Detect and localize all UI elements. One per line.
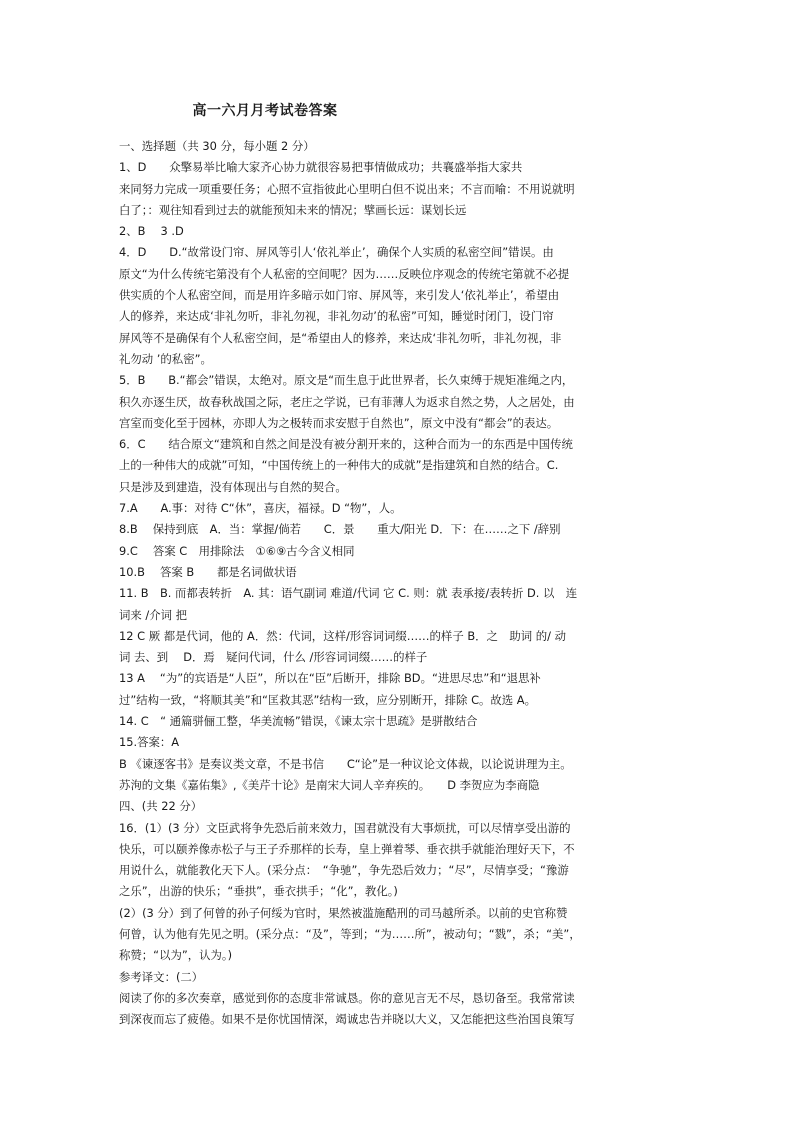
text-line: 6．C 结合原文“建筑和自然之间是没有被分割开来的，这种合而为一的东西是中国传统 <box>119 437 573 452</box>
text-line: 快乐，可以颐养像赤松子与王子乔那样的长寿，皇上弹着琴、垂衣拱手就能治理好天下，不 <box>119 841 575 856</box>
text-line: 到深夜而忘了疲倦。如果不是你忧国情深，竭诚忠告并晓以大义，又怎能把这些治国良策写 <box>119 1012 575 1027</box>
text-line: (2）(3 分）到了何曾的孙子何绥为官时，果然被滥施酷刑的司马越所杀。以前的史官称赞 <box>119 905 568 920</box>
text-line: 宫室而变化至于园林，亦即人为之极转而求安慰于自然也”，原文中没有“都会”的表达。 <box>119 415 559 430</box>
text-line: 11. B B. 而都表转折 A. 其：语气副词 难道/代词 它 C. 则：就 表承接/表转折 D. 以 连 <box>119 586 578 601</box>
text-line: 过”结构一致，“将顺其美”和“匡救其恶”结构一致，应分别断开，排除 C。故选 A。 <box>119 692 536 707</box>
text-line: 4．D D.“故常设门帘、屏风等引人‘依礼举止’，确保个人实质的私密空间”错误。由 <box>119 245 554 260</box>
text-line: 14. C “ 通篇骈俪工整，华美流畅”错误，《谏太宗十思疏》是骈散结合 <box>119 714 478 729</box>
text-line: 参考译文：(二） <box>119 969 204 984</box>
text-line: 15.答案：A <box>119 735 180 750</box>
text-line: 9.C 答案 C 用排除法 ①⑥⑨古今含义相同 <box>119 543 355 558</box>
text-line: 之乐”，出游的快乐；“垂拱”，垂衣拱手；“化”，教化。) <box>119 884 398 899</box>
text-line: 一、选择题（共 30 分，每小题 2 分） <box>119 139 315 153</box>
text-line: 供实质的个人私密空间，而是用许多暗示如门帘、屏风等，来引发人‘依礼举止’，希望由 <box>119 288 560 303</box>
answer-content <box>119 136 679 1030</box>
text-line: 8.B 保持到底 A．当：掌握/倘若 C．景 重大/阳光 D．下：在……之下 /辞别 <box>119 522 561 537</box>
text-line: 苏洵的文集《嘉佑集》,《美芹十论》是南宋大词人辛弃疾的。 D 李贺应为李商隐 <box>119 777 540 792</box>
text-line: 词来 /介词 把 <box>119 607 188 622</box>
text-line: 称赞；“以为”，认为。) <box>119 948 233 963</box>
text-line: 2、B 3 .D <box>119 224 184 239</box>
text-line: 积久亦逐生厌，故春秋战国之际，老庄之学说，已有菲薄人为返求自然之势，人之居处，由 <box>119 394 575 409</box>
text-line: 人的修养，来达成‘非礼勿听，非礼勿视，非礼勿动’的私密”可知，睡觉时闭门，设门帘 <box>119 309 554 324</box>
text-line: 12 C 厥 都是代词，他的 A．然：代词，这样/形容词词缀……的样子 B．之 助词 的/ 动 <box>119 628 566 643</box>
text-line: 上的一种伟大的成就”可知，“中国传统上的一种伟大的成就”是指建筑和自然的结合。C. <box>119 458 559 473</box>
text-line: 词 去、到 D．焉 疑问代词，什么 /形容词词缀……的样子 <box>119 650 428 665</box>
text-line: 7.A A.事：对待 C“休”，喜庆，福禄。D “物”，人。 <box>119 501 402 516</box>
text-line: 屏风等不是确保有个人私密空间，是“希望由人的修养，来达成‘非礼勿听，非礼勿视，非 <box>119 330 562 345</box>
text-line: 白了；：观往知看到过去的就能预知未来的情况；擘画长远：谋划长远 <box>119 202 467 217</box>
text-line: 只是涉及到建造，没有体现出与自然的契合。 <box>119 479 347 494</box>
text-line: 来同努力完成一项重要任务；心照不宣指彼此心里明白但不说出来；不言而喻：不用说就明 <box>119 181 575 196</box>
text-line: 四、(共 22 分） <box>119 799 203 814</box>
text-line: 13 A “为”的宾语是“人臣”，所以在“臣”后断开，排除 BD。“进思尽忠”和“退思补 <box>119 671 541 686</box>
text-line: 原文“为什么传统宅第没有个人私密的空间呢？因为……反映位序观念的传统宅第就不必提 <box>119 266 570 281</box>
text-line: 10.B 答案 B 都是名词做状语 <box>119 564 297 579</box>
text-line: 阅读了你的多次奏章，感觉到你的态度非常诚恳。你的意见言无不尽，恳切备至。我常常读 <box>119 990 575 1005</box>
text-line: 何曾，认为他有先见之明。(采分点：“及”，等到；“为……所”，被动句；“戮”，杀；“美”， <box>119 926 581 941</box>
text-line: 5．B B.“都会”错误，太绝对。原文是“而生息于此世界者，长久束缚于规矩准绳之内， <box>119 373 574 388</box>
text-line: 礼勿动 ’的私密”。 <box>119 351 212 366</box>
text-line: 1、D 众擎易举比喻大家齐心协力就很容易把事情做成功；共襄盛举指大家共 <box>119 160 523 175</box>
document-title: 高一六月月考试卷答案 <box>192 103 338 119</box>
text-line: 16．(1）(3 分）文臣武将争先恐后前来效力，国君就没有大事烦扰，可以尽情享受出游的 <box>119 820 571 835</box>
text-line: 用说什么，就能教化天下人。(采分点： “争驰”，争先恐后效力；“尽”，尽情享受；“豫游 <box>119 863 569 878</box>
text-line: B 《谏逐客书》是奏议类文章，不是书信 C“论”是一种议论文体裁，以论说讲理为主。 <box>119 756 572 771</box>
